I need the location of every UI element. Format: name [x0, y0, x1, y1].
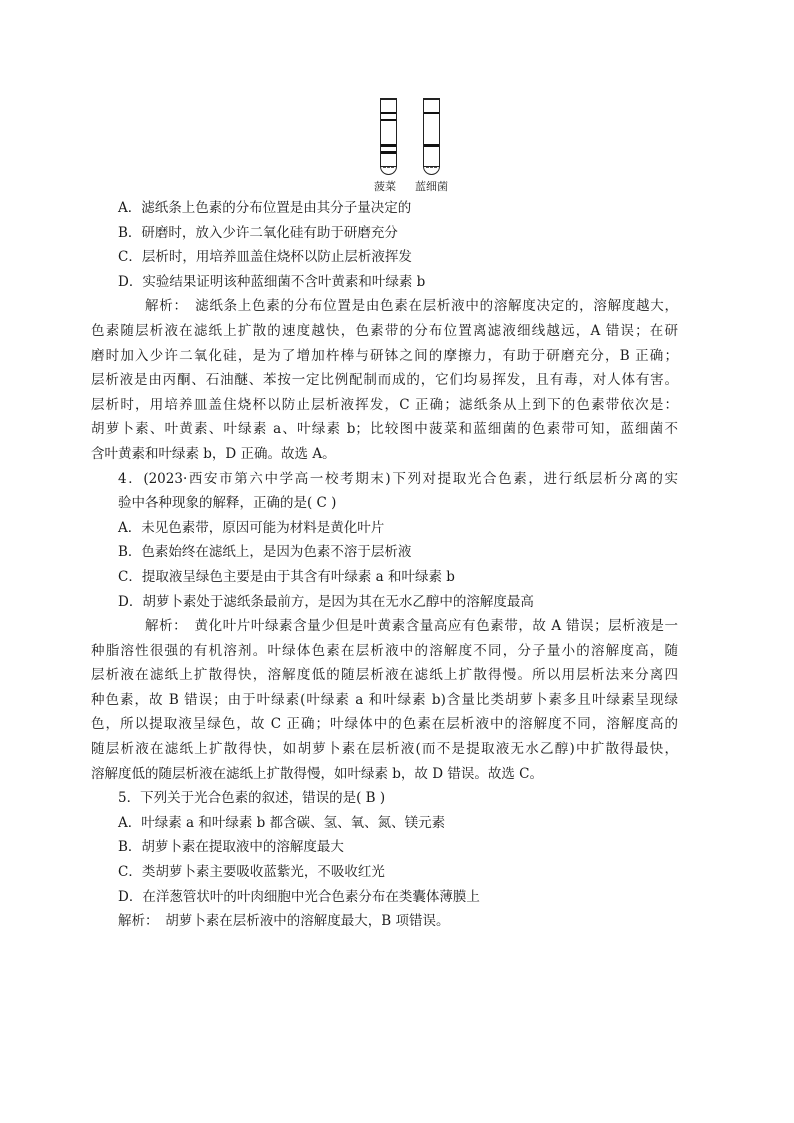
- q4-stem-line: 验中各种现象的解释，正确的是( C ): [118, 495, 337, 512]
- q4-analysis-line: 随层析液在滤纸上扩散得快，如胡萝卜素在层析液(而不是提取液无水乙醇)中扩散得最快，: [91, 741, 678, 758]
- q5-option-a: A．叶绿素 a 和叶绿素 b 都含碳、氢、氧、氮、镁元素: [118, 814, 446, 831]
- q4-option-a: A．未见色素带，原因可能为材料是黄化叶片: [118, 519, 385, 536]
- q4-analysis-line: 溶解度低的随层析液在滤纸上扩散得慢，如叶绿素 b，故 D 错误。故选 C。: [91, 765, 543, 782]
- q3-option-c: C．层析时，用培养皿盖住烧杯以防止层析液挥发: [118, 249, 412, 266]
- q3-option-a: A．滤纸条上色素的分布位置是由其分子量决定的: [118, 200, 412, 216]
- q4-analysis-line: 种脂溶性很强的有机溶剂。叶绿体色素在层析液中的溶解度不同，分子量小的溶解度高，随: [91, 642, 678, 659]
- q4-analysis-line: 层析液在滤纸上扩散得快，溶解度低的随层析液在滤纸上扩散得慢。所以用层析法来分离四: [91, 667, 678, 684]
- cyanobacteria-label: 蓝细菌: [415, 180, 448, 193]
- spinach-tube: [380, 98, 397, 167]
- q4-option-b: B．色素始终在滤纸上，是因为色素不溶于层析液: [118, 544, 412, 561]
- q4-stem-line: 4．(2023·西安市第六中学高一校考期末)下列对提取光合色素，进行纸层析分离的实: [118, 470, 678, 487]
- q3-analysis-line: 磨时加入少许二氧化硅，是为了增加杵棒与研钵之间的摩擦力，有助于研磨充分，B 正确；: [91, 347, 678, 364]
- q3-analysis-line: 含叶黄素和叶绿素 b，D 正确。故选 A。: [91, 445, 336, 462]
- question-content: [91, 196, 678, 934]
- q4-analysis-line: 种色素，故 B 错误；由于叶绿素(叶绿素 a 和叶绿素 b)含量比类胡萝卜素多且叶绿素呈现绿: [91, 691, 678, 708]
- q4-analysis-line: 解析： 黄化叶片叶绿素含量少但是叶黄素含量高应有色素带，故 A 错误；层析液是一: [145, 618, 678, 635]
- q5-analysis: 解析： 胡萝卜素在层析液中的溶解度最大，B 项错误。: [118, 913, 450, 930]
- q5-option-c: C．类胡萝卜素主要吸收蓝紫光，不吸收红光: [118, 864, 385, 881]
- q5-stem: 5．下列关于光合色素的叙述，错误的是( B ): [118, 790, 386, 807]
- q3-option-d: D．实验结果证明该种蓝细菌不含叶黄素和叶绿素 b: [118, 273, 426, 290]
- q5-option-d: D．在洋葱管状叶的叶肉细胞中光合色素分布在类囊体薄膜上: [118, 888, 480, 905]
- q4-analysis-line: 色，所以提取液呈绿色，故 C 正确；叶绿体中的色素在层析液中的溶解度不同，溶解度高的: [91, 716, 678, 733]
- q4-option-d: D．胡萝卜素处于滤纸条最前方，是因为其在无水乙醇中的溶解度最高: [118, 593, 534, 610]
- chromatography-figure: [370, 98, 460, 193]
- spinach-tube-bottom: [380, 164, 397, 175]
- cyanobacteria-tube-bottom: [423, 164, 440, 175]
- q3-analysis-line: 层析液是由丙酮、石油醚、苯按一定比例配制而成的，它们均易挥发，且有毒，对人体有害。: [91, 372, 678, 389]
- q4-option-c: C．提取液呈绿色主要是由于其含有叶绿素 a 和叶绿素 b: [118, 568, 455, 585]
- q5-option-b: B．胡萝卜素在提取液中的溶解度最大: [118, 839, 344, 856]
- cyanobacteria-tube: [423, 98, 440, 167]
- q3-analysis-line: 色素随层析液在滤纸上扩散的速度越快，色素带的分布位置离滤液细线越远，A 错误；在研: [91, 322, 678, 339]
- q3-option-b: B．研磨时，放入少许二氧化硅有助于研磨充分: [118, 224, 398, 241]
- q3-analysis-line: 层析时，用培养皿盖住烧杯以防止层析液挥发，C 正确；滤纸条从上到下的色素带依次是：: [91, 396, 678, 413]
- q3-analysis-line: 胡萝卜素、叶黄素、叶绿素 a、叶绿素 b；比较图中菠菜和蓝细菌的色素带可知，蓝细菌不: [91, 421, 678, 438]
- q3-analysis-line: 解析： 滤纸条上色素的分布位置是由色素在层析液中的溶解度决定的，溶解度越大，: [145, 298, 678, 315]
- spinach-label: 菠菜: [374, 180, 396, 193]
